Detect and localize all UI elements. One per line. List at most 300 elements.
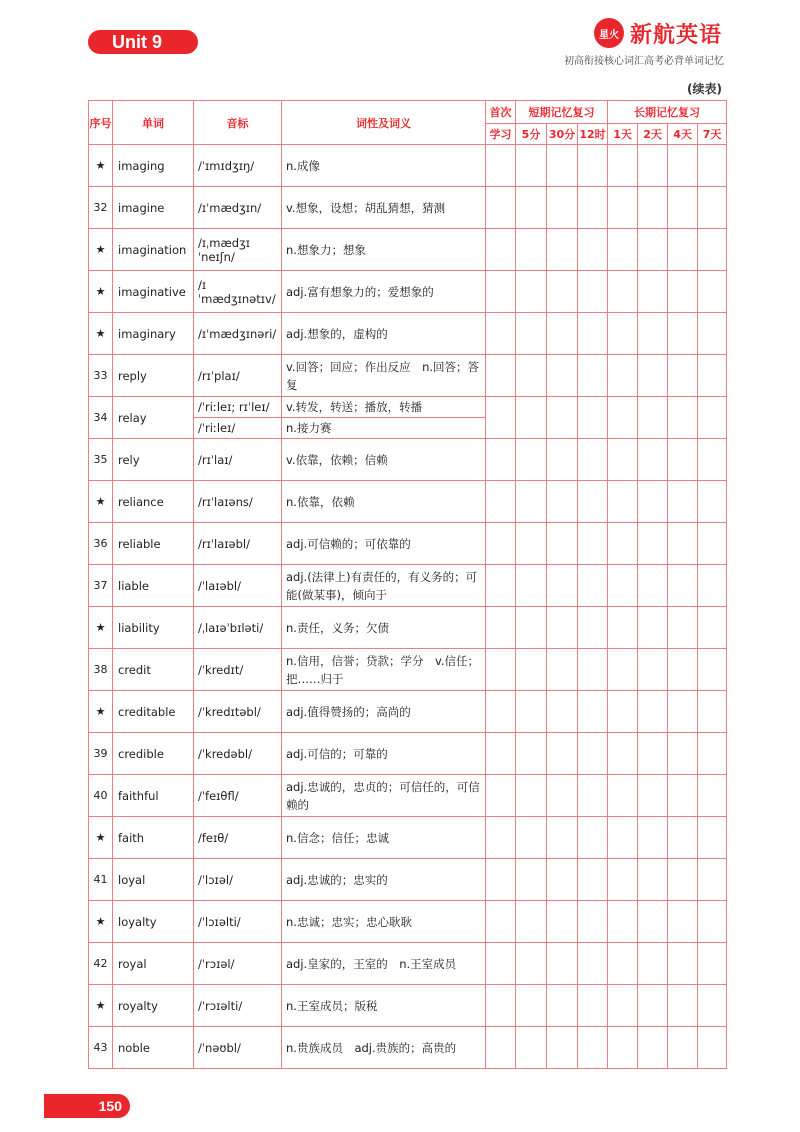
review-checkbox-cell <box>608 859 638 901</box>
review-checkbox-cell <box>547 733 578 775</box>
review-checkbox-cell <box>608 691 638 733</box>
review-checkbox-cell <box>638 859 668 901</box>
review-checkbox-cell <box>578 607 608 649</box>
row-word: rely <box>113 439 194 481</box>
review-checkbox-cell <box>578 691 608 733</box>
review-checkbox-cell <box>638 271 668 313</box>
row-word: imaginative <box>113 271 194 313</box>
row-word: reliable <box>113 523 194 565</box>
review-checkbox-cell <box>516 607 547 649</box>
row-word: faith <box>113 817 194 859</box>
row-number: ★ <box>89 313 113 355</box>
review-checkbox-cell <box>608 565 638 607</box>
col-header-num: 序号 <box>89 101 113 145</box>
review-checkbox-cell <box>608 271 638 313</box>
row-meaning: v.转发，转送；播放，转播 <box>282 397 486 418</box>
review-checkbox-cell <box>638 565 668 607</box>
review-checkbox-cell <box>668 481 698 523</box>
review-checkbox-cell <box>486 733 516 775</box>
row-meaning: adj.忠诚的，忠贞的；可信任的，可信赖的 <box>282 775 486 817</box>
row-pronunciation: /ˈkredəbl/ <box>194 733 282 775</box>
row-pronunciation: /ɪˈmædʒɪnəri/ <box>194 313 282 355</box>
review-checkbox-cell <box>698 229 727 271</box>
review-checkbox-cell <box>668 271 698 313</box>
table-row <box>89 1027 727 1069</box>
brand-logo-text: 新航英语 <box>629 22 722 48</box>
table-row <box>89 523 727 565</box>
table-row <box>89 439 727 481</box>
row-word: loyalty <box>113 901 194 943</box>
row-meaning: n.成像 <box>282 145 486 187</box>
col-header-first-study-top: 首次 <box>486 101 516 124</box>
review-checkbox-cell <box>547 355 578 397</box>
review-checkbox-cell <box>486 1027 516 1069</box>
row-number: 37 <box>89 565 113 607</box>
review-checkbox-cell <box>516 481 547 523</box>
row-word: imaging <box>113 145 194 187</box>
row-number: 42 <box>89 943 113 985</box>
col-header-word: 单词 <box>113 101 194 145</box>
review-checkbox-cell <box>578 733 608 775</box>
row-meaning: n.王室成员；版税 <box>282 985 486 1027</box>
col-header-short-review: 短期记忆复习 <box>516 101 608 124</box>
table-row <box>89 313 727 355</box>
col-header-meaning: 词性及词义 <box>282 101 486 145</box>
row-meaning: n.责任，义务；欠债 <box>282 607 486 649</box>
review-checkbox-cell <box>608 481 638 523</box>
review-checkbox-cell <box>578 481 608 523</box>
review-checkbox-cell <box>486 649 516 691</box>
brand-logo <box>594 18 722 48</box>
col-header-4day: 4天 <box>668 124 698 145</box>
review-checkbox-cell <box>698 817 727 859</box>
row-pronunciation: /feɪθ/ <box>194 817 282 859</box>
review-checkbox-cell <box>486 229 516 271</box>
col-header-5min: 5分 <box>516 124 547 145</box>
review-checkbox-cell <box>608 1027 638 1069</box>
unit-badge <box>88 30 198 54</box>
review-checkbox-cell <box>516 145 547 187</box>
review-checkbox-cell <box>608 943 638 985</box>
row-word: reply <box>113 355 194 397</box>
review-checkbox-cell <box>608 145 638 187</box>
row-word: credible <box>113 733 194 775</box>
review-checkbox-cell <box>486 271 516 313</box>
review-checkbox-cell <box>698 733 727 775</box>
vocabulary-table <box>88 100 727 1069</box>
review-checkbox-cell <box>608 313 638 355</box>
review-checkbox-cell <box>516 439 547 481</box>
review-checkbox-cell <box>486 607 516 649</box>
review-checkbox-cell <box>638 649 668 691</box>
col-header-7day: 7天 <box>698 124 727 145</box>
unit-label: Unit 9 <box>112 32 163 52</box>
row-number: ★ <box>89 817 113 859</box>
review-checkbox-cell <box>516 229 547 271</box>
review-checkbox-cell <box>547 1027 578 1069</box>
table-row <box>89 859 727 901</box>
review-checkbox-cell <box>547 481 578 523</box>
row-word: imagine <box>113 187 194 229</box>
review-checkbox-cell <box>486 439 516 481</box>
row-word: imaginary <box>113 313 194 355</box>
review-checkbox-cell <box>547 313 578 355</box>
review-checkbox-cell <box>638 229 668 271</box>
review-checkbox-cell <box>638 397 668 439</box>
table-row <box>89 901 727 943</box>
row-number: 38 <box>89 649 113 691</box>
row-number: 33 <box>89 355 113 397</box>
review-checkbox-cell <box>638 901 668 943</box>
review-checkbox-cell <box>608 817 638 859</box>
review-checkbox-cell <box>486 145 516 187</box>
review-checkbox-cell <box>578 649 608 691</box>
row-meaning: adj.可信的；可靠的 <box>282 733 486 775</box>
review-checkbox-cell <box>668 565 698 607</box>
table-row <box>89 481 727 523</box>
review-checkbox-cell <box>668 187 698 229</box>
review-checkbox-cell <box>547 817 578 859</box>
review-checkbox-cell <box>668 607 698 649</box>
review-checkbox-cell <box>698 943 727 985</box>
col-header-1day: 1天 <box>608 124 638 145</box>
row-number: ★ <box>89 481 113 523</box>
review-checkbox-cell <box>578 355 608 397</box>
review-checkbox-cell <box>578 817 608 859</box>
review-checkbox-cell <box>668 523 698 565</box>
row-pronunciation: /ˈfeɪθfl/ <box>194 775 282 817</box>
review-checkbox-cell <box>547 271 578 313</box>
review-checkbox-cell <box>547 985 578 1027</box>
table-row <box>89 607 727 649</box>
row-meaning: n.忠诚；忠实；忠心耿耿 <box>282 901 486 943</box>
row-pronunciation: /ˈnəʊbl/ <box>194 1027 282 1069</box>
table-row <box>89 733 727 775</box>
review-checkbox-cell <box>547 607 578 649</box>
review-checkbox-cell <box>668 985 698 1027</box>
review-checkbox-cell <box>698 187 727 229</box>
review-checkbox-cell <box>578 1027 608 1069</box>
review-checkbox-cell <box>698 397 727 439</box>
row-number: ★ <box>89 607 113 649</box>
review-checkbox-cell <box>638 523 668 565</box>
review-checkbox-cell <box>608 733 638 775</box>
review-checkbox-cell <box>486 691 516 733</box>
review-checkbox-cell <box>578 145 608 187</box>
review-checkbox-cell <box>638 733 668 775</box>
table-row <box>89 229 727 271</box>
review-checkbox-cell <box>668 901 698 943</box>
row-meaning: n.依靠，依赖 <box>282 481 486 523</box>
review-checkbox-cell <box>638 1027 668 1069</box>
row-word: liable <box>113 565 194 607</box>
table-row <box>89 271 727 313</box>
row-pronunciation: /rɪˈlaɪ/ <box>194 439 282 481</box>
review-checkbox-cell <box>698 145 727 187</box>
row-word: faithful <box>113 775 194 817</box>
review-checkbox-cell <box>608 649 638 691</box>
row-word: noble <box>113 1027 194 1069</box>
table-row <box>89 649 727 691</box>
table-row <box>89 691 727 733</box>
row-pronunciation: /ˈlɔɪəl/ <box>194 859 282 901</box>
row-meaning: v.想象，设想；胡乱猜想，猜测 <box>282 187 486 229</box>
row-pronunciation: /rɪˈlaɪəns/ <box>194 481 282 523</box>
review-checkbox-cell <box>698 1027 727 1069</box>
row-number: 32 <box>89 187 113 229</box>
review-checkbox-cell <box>547 397 578 439</box>
col-header-30min: 30分 <box>547 124 578 145</box>
review-checkbox-cell <box>608 439 638 481</box>
row-pronunciation: /ˌlaɪəˈbɪləti/ <box>194 607 282 649</box>
review-checkbox-cell <box>486 313 516 355</box>
row-number: 41 <box>89 859 113 901</box>
row-word: imagination <box>113 229 194 271</box>
review-checkbox-cell <box>516 355 547 397</box>
col-header-first-study-bottom: 学习 <box>486 124 516 145</box>
review-checkbox-cell <box>668 775 698 817</box>
review-checkbox-cell <box>608 901 638 943</box>
review-checkbox-cell <box>486 355 516 397</box>
review-checkbox-cell <box>698 985 727 1027</box>
row-word: royal <box>113 943 194 985</box>
review-checkbox-cell <box>547 439 578 481</box>
review-checkbox-cell <box>516 859 547 901</box>
col-header-pron: 音标 <box>194 101 282 145</box>
review-checkbox-cell <box>698 523 727 565</box>
row-number: 36 <box>89 523 113 565</box>
row-pronunciation-alt: /ˈriːleɪ/ <box>194 418 282 439</box>
review-checkbox-cell <box>486 565 516 607</box>
review-checkbox-cell <box>547 187 578 229</box>
review-checkbox-cell <box>486 187 516 229</box>
review-checkbox-cell <box>578 229 608 271</box>
row-pronunciation: /ɪˈmædʒɪnətɪv/ <box>194 271 282 313</box>
row-number: 34 <box>89 397 113 439</box>
review-checkbox-cell <box>516 187 547 229</box>
review-checkbox-cell <box>638 817 668 859</box>
review-checkbox-cell <box>698 901 727 943</box>
row-meaning: n.贵族成员 adj.贵族的；高贵的 <box>282 1027 486 1069</box>
review-checkbox-cell <box>516 1027 547 1069</box>
row-word: reliance <box>113 481 194 523</box>
row-pronunciation: /rɪˈplaɪ/ <box>194 355 282 397</box>
review-checkbox-cell <box>578 859 608 901</box>
review-checkbox-cell <box>578 271 608 313</box>
review-checkbox-cell <box>547 523 578 565</box>
review-checkbox-cell <box>608 187 638 229</box>
table-row <box>89 565 727 607</box>
review-checkbox-cell <box>516 523 547 565</box>
col-header-long-review: 长期记忆复习 <box>608 101 727 124</box>
review-checkbox-cell <box>668 313 698 355</box>
review-checkbox-cell <box>486 523 516 565</box>
review-checkbox-cell <box>608 355 638 397</box>
review-checkbox-cell <box>486 397 516 439</box>
review-checkbox-cell <box>486 775 516 817</box>
brand-logo-icon: 星火 <box>594 18 624 48</box>
table-row <box>89 355 727 397</box>
review-checkbox-cell <box>608 229 638 271</box>
review-checkbox-cell <box>698 565 727 607</box>
review-checkbox-cell <box>516 817 547 859</box>
review-checkbox-cell <box>486 943 516 985</box>
review-checkbox-cell <box>698 481 727 523</box>
review-checkbox-cell <box>516 691 547 733</box>
table-row <box>89 145 727 187</box>
review-checkbox-cell <box>547 649 578 691</box>
review-checkbox-cell <box>698 355 727 397</box>
continued-label: (续表) <box>687 82 722 96</box>
row-number: 39 <box>89 733 113 775</box>
row-number: ★ <box>89 901 113 943</box>
review-checkbox-cell <box>516 733 547 775</box>
col-header-12h: 12时 <box>578 124 608 145</box>
review-checkbox-cell <box>608 397 638 439</box>
review-checkbox-cell <box>638 439 668 481</box>
review-checkbox-cell <box>668 859 698 901</box>
review-checkbox-cell <box>486 859 516 901</box>
row-word: liability <box>113 607 194 649</box>
review-checkbox-cell <box>486 985 516 1027</box>
review-checkbox-cell <box>578 901 608 943</box>
review-checkbox-cell <box>668 355 698 397</box>
review-checkbox-cell <box>638 943 668 985</box>
review-checkbox-cell <box>698 775 727 817</box>
review-checkbox-cell <box>516 565 547 607</box>
row-word: loyal <box>113 859 194 901</box>
row-pronunciation: /ˈrɔɪəlti/ <box>194 985 282 1027</box>
review-checkbox-cell <box>516 649 547 691</box>
row-word: royalty <box>113 985 194 1027</box>
row-meaning: n.信念；信任；忠诚 <box>282 817 486 859</box>
review-checkbox-cell <box>547 859 578 901</box>
review-checkbox-cell <box>516 901 547 943</box>
row-pronunciation: /rɪˈlaɪəbl/ <box>194 523 282 565</box>
review-checkbox-cell <box>638 775 668 817</box>
review-checkbox-cell <box>698 439 727 481</box>
review-checkbox-cell <box>668 649 698 691</box>
review-checkbox-cell <box>668 1027 698 1069</box>
review-checkbox-cell <box>668 397 698 439</box>
row-meaning: adj.皇家的，王室的 n.王室成员 <box>282 943 486 985</box>
review-checkbox-cell <box>578 397 608 439</box>
row-number: 40 <box>89 775 113 817</box>
review-checkbox-cell <box>638 355 668 397</box>
row-number: ★ <box>89 985 113 1027</box>
review-checkbox-cell <box>668 439 698 481</box>
table-row <box>89 985 727 1027</box>
table-row <box>89 775 727 817</box>
row-number: ★ <box>89 145 113 187</box>
review-checkbox-cell <box>608 985 638 1027</box>
row-meaning: n.信用，信誉；贷款；学分 v.信任；把……归于 <box>282 649 486 691</box>
row-number: ★ <box>89 271 113 313</box>
review-checkbox-cell <box>486 481 516 523</box>
row-pronunciation: /ˈlɔɪəlti/ <box>194 901 282 943</box>
review-checkbox-cell <box>578 565 608 607</box>
row-pronunciation: /ɪˌmædʒɪˈneɪʃn/ <box>194 229 282 271</box>
row-pronunciation: /ˈɪmɪdʒɪŋ/ <box>194 145 282 187</box>
review-checkbox-cell <box>608 607 638 649</box>
row-number: ★ <box>89 229 113 271</box>
row-pronunciation: /ˈkredɪt/ <box>194 649 282 691</box>
review-checkbox-cell <box>638 607 668 649</box>
review-checkbox-cell <box>638 481 668 523</box>
review-checkbox-cell <box>578 775 608 817</box>
review-checkbox-cell <box>547 775 578 817</box>
review-checkbox-cell <box>608 775 638 817</box>
review-checkbox-cell <box>578 313 608 355</box>
row-meaning: v.回答；回应；作出反应 n.回答；答复 <box>282 355 486 397</box>
row-number: ★ <box>89 691 113 733</box>
review-checkbox-cell <box>638 691 668 733</box>
header-subtitle: 初高衔接核心词汇高考必背单词记忆 <box>564 56 724 67</box>
page-number: 150 <box>44 1094 130 1118</box>
review-checkbox-cell <box>668 145 698 187</box>
review-checkbox-cell <box>547 691 578 733</box>
row-word: credit <box>113 649 194 691</box>
review-checkbox-cell <box>608 523 638 565</box>
table-row <box>89 187 727 229</box>
review-checkbox-cell <box>578 523 608 565</box>
review-checkbox-cell <box>638 313 668 355</box>
review-checkbox-cell <box>668 943 698 985</box>
review-checkbox-cell <box>698 271 727 313</box>
row-meaning: adj.(法律上)有责任的，有义务的；可能(做某事)，倾向于 <box>282 565 486 607</box>
review-checkbox-cell <box>698 313 727 355</box>
row-meaning-alt: n.接力赛 <box>282 418 486 439</box>
review-checkbox-cell <box>547 943 578 985</box>
row-meaning: v.依靠，依赖；信赖 <box>282 439 486 481</box>
review-checkbox-cell <box>516 397 547 439</box>
review-checkbox-cell <box>698 607 727 649</box>
review-checkbox-cell <box>668 691 698 733</box>
review-checkbox-cell <box>516 271 547 313</box>
review-checkbox-cell <box>698 859 727 901</box>
review-checkbox-cell <box>547 229 578 271</box>
table-row <box>89 817 727 859</box>
review-checkbox-cell <box>578 943 608 985</box>
review-checkbox-cell <box>516 985 547 1027</box>
review-checkbox-cell <box>516 313 547 355</box>
row-meaning: adj.忠诚的；忠实的 <box>282 859 486 901</box>
review-checkbox-cell <box>547 565 578 607</box>
row-pronunciation: /ˈrɔɪəl/ <box>194 943 282 985</box>
col-header-2day: 2天 <box>638 124 668 145</box>
review-checkbox-cell <box>668 733 698 775</box>
row-pronunciation: /ˈriːleɪ; rɪˈleɪ/ <box>194 397 282 418</box>
row-meaning: adj.可信赖的；可依靠的 <box>282 523 486 565</box>
review-checkbox-cell <box>638 985 668 1027</box>
row-pronunciation: /ˈlaɪəbl/ <box>194 565 282 607</box>
review-checkbox-cell <box>486 817 516 859</box>
review-checkbox-cell <box>578 439 608 481</box>
row-word: relay <box>113 397 194 439</box>
row-pronunciation: /ˈkredɪtəbl/ <box>194 691 282 733</box>
review-checkbox-cell <box>578 187 608 229</box>
review-checkbox-cell <box>578 985 608 1027</box>
row-meaning: adj.值得赞扬的；高尚的 <box>282 691 486 733</box>
review-checkbox-cell <box>547 901 578 943</box>
row-number: 43 <box>89 1027 113 1069</box>
review-checkbox-cell <box>547 145 578 187</box>
review-checkbox-cell <box>638 187 668 229</box>
row-word: creditable <box>113 691 194 733</box>
row-meaning: adj.想象的，虚构的 <box>282 313 486 355</box>
row-meaning: n.想象力；想象 <box>282 229 486 271</box>
review-checkbox-cell <box>486 901 516 943</box>
